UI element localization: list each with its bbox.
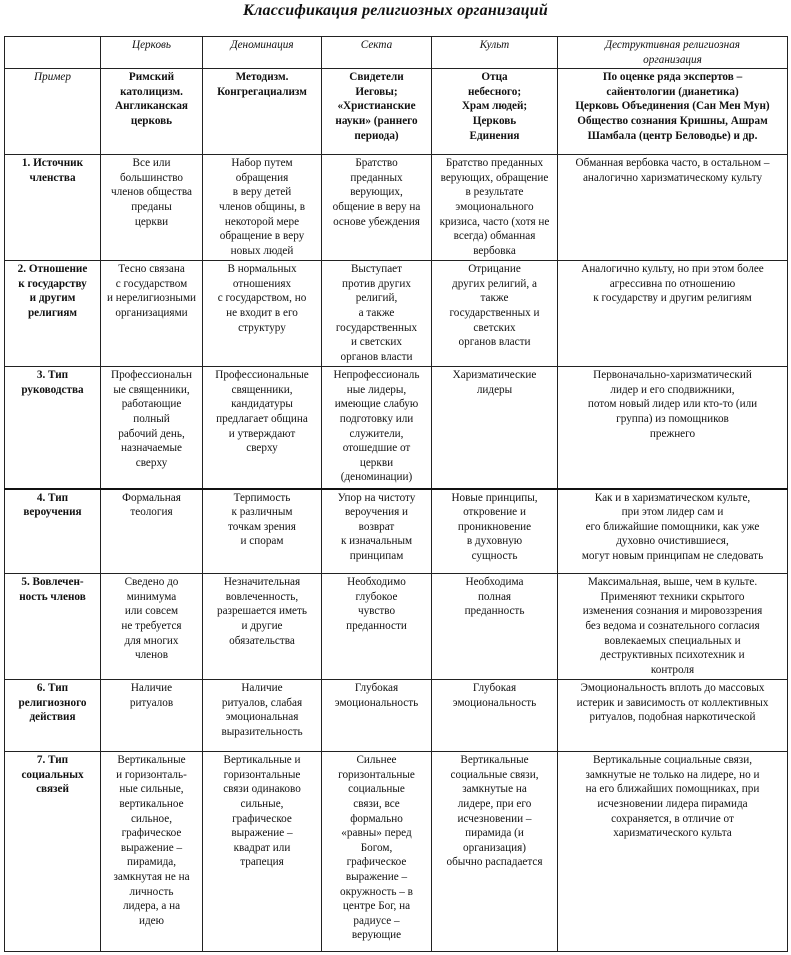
table-cell: Харизматические лидеры: [432, 367, 558, 489]
table-cell: Вертикальные и горизонталь- ные сильные, вертикальное сильное, графическое выражение – пирамида, замкнутая не на личность лидера, а на идею: [101, 752, 203, 952]
table-row: [5, 752, 788, 952]
table-row: [5, 155, 788, 261]
table-cell: Методизм. Конгрегациализм: [203, 69, 322, 155]
row-label: 7. Тип социальных связей: [5, 752, 101, 952]
table-cell: Глубокая эмоциональность: [322, 680, 432, 752]
table-cell: Наличие ритуалов: [101, 680, 203, 752]
table-cell: Новые принципы, откровение и проникновение в духовную сущность: [432, 489, 558, 574]
table-cell: Формальная теология: [101, 489, 203, 574]
table-cell: Незначительная вовлеченность, разрешается иметь и другие обязательства: [203, 574, 322, 680]
table-row: [5, 367, 788, 489]
table-cell: Аналогично культу, но при этом более агрессивна по отношению к государству и другим религиям: [558, 261, 788, 367]
table-cell: Вертикальные социальные связи, замкнутые не только на лидере, но и на его ближайших помощниках, при исчезновении лидера пирамида сохраняется, в отличие от харизматического культа: [558, 752, 788, 952]
row-label: 5. Вовлечен- ность членов: [5, 574, 101, 680]
table-cell: Наличие ритуалов, слабая эмоциональная выразительность: [203, 680, 322, 752]
table-cell: Непрофессиональ ные лидеры, имеющие слабую подготовку или служители, отошедшие от церкви (деноминации): [322, 367, 432, 489]
row-label: 4. Тип вероучения: [5, 489, 101, 574]
table-cell: Первоначально-харизматический лидер и его сподвижники, потом новый лидер или кто-то (или группа) из помощников прежнего: [558, 367, 788, 489]
table-cell: Необходимо глубокое чувство преданности: [322, 574, 432, 680]
row-label: 3. Тип руководства: [5, 367, 101, 489]
header-row: [5, 37, 788, 69]
table-cell: Обманная вербовка часто, в остальном – аналогично харизматическому культу: [558, 155, 788, 261]
table-cell: Тесно связана с государством и нерелигиозными организациями: [101, 261, 203, 367]
column-header-denomination: Деноминация: [203, 37, 322, 69]
table-row: [5, 574, 788, 680]
table-row: [5, 261, 788, 367]
column-header-cult: Культ: [432, 37, 558, 69]
table-cell: Необходима полная преданность: [432, 574, 558, 680]
page-title: Классификация религиозных организаций: [243, 2, 548, 19]
column-header-empty: [5, 37, 101, 69]
table-cell: Профессиональные священники, кандидатуры предлагает община и утверждают сверху: [203, 367, 322, 489]
table-cell: Глубокая эмоциональность: [432, 680, 558, 752]
classification-table: [4, 36, 788, 952]
table-cell: Профессиональн ые священники, работающие полный рабочий день, назначаемые сверху: [101, 367, 203, 489]
table-cell: Вертикальные и горизонтальные связи одинаково сильные, графическое выражение – квадрат или трапеция: [203, 752, 322, 952]
table-cell: Эмоциональность вплоть до массовых истерик и зависимость от коллективных ритуалов, подобная наркотической: [558, 680, 788, 752]
table-cell: По оценке ряда экспертов – сайентологии (дианетика) Церковь Объединения (Сан Мен Мун) Общество сознания Кришны, Ашрам Шамбала (центр Беловодье) и др.: [558, 69, 788, 155]
row-label: 6. Тип религиозного действия: [5, 680, 101, 752]
table-cell: Упор на чистоту вероучения и возврат к изначальным принципам: [322, 489, 432, 574]
table-cell: Сведено до минимума или совсем не требуется для многих членов: [101, 574, 203, 680]
table-cell: Римский католицизм. Англиканская церковь: [101, 69, 203, 155]
table-cell: Свидетели Иеговы; «Христианские науки» (раннего периода): [322, 69, 432, 155]
example-row: [5, 69, 788, 155]
row-label: Пример: [5, 69, 101, 155]
table-cell: Максимальная, выше, чем в культе. Применяют техники скрытого изменения сознания и мировоззрения без ведома и сознательного согласия вовлекаемых специальных и деструктивных психотехник и контроля: [558, 574, 788, 680]
table-cell: В нормальных отношениях с государством, но не входит в его структуру: [203, 261, 322, 367]
table-row: [5, 680, 788, 752]
table-cell: Отрицание других религий, а также государственных и светских органов власти: [432, 261, 558, 367]
table-row: [5, 489, 788, 574]
row-label: 2. Отношение к государству и другим религиям: [5, 261, 101, 367]
column-header-destructive: Деструктивная религиозная организация: [558, 37, 788, 69]
table-cell: Все или большинство членов общества преданы церкви: [101, 155, 203, 261]
row-label: 1. Источник членства: [5, 155, 101, 261]
table-cell: Отца небесного; Храм людей; Церковь Единения: [432, 69, 558, 155]
table-cell: Братство преданных верующих, обращение в результате эмоционального кризиса, часто (хотя не всегда) обманная вербовка: [432, 155, 558, 261]
column-header-sect: Секта: [322, 37, 432, 69]
table-cell: Вертикальные социальные связи, замкнутые на лидере, при его исчезновении – пирамида (и организация) обычно распадается: [432, 752, 558, 952]
table-cell: Выступает против других религий, а также государственных и светских органов власти: [322, 261, 432, 367]
table-cell: Как и в харизматическом культе, при этом лидер сам и его ближайшие помощники, как уже духовно очистившиеся, могут новым принципам не следовать: [558, 489, 788, 574]
column-header-church: Церковь: [101, 37, 203, 69]
table-cell: Терпимость к различным точкам зрения и спорам: [203, 489, 322, 574]
table-cell: Набор путем обращения в веру детей членов общины, в некоторой мере обращение в веру новых людей: [203, 155, 322, 261]
table-cell: Сильнее горизонтальные социальные связи, все формально «равны» перед Богом, графическое выражение – окружность – в центре Бог, на радиусе – верующие: [322, 752, 432, 952]
table-cell: Братство преданных верующих, общение в веру на основе убеждения: [322, 155, 432, 261]
